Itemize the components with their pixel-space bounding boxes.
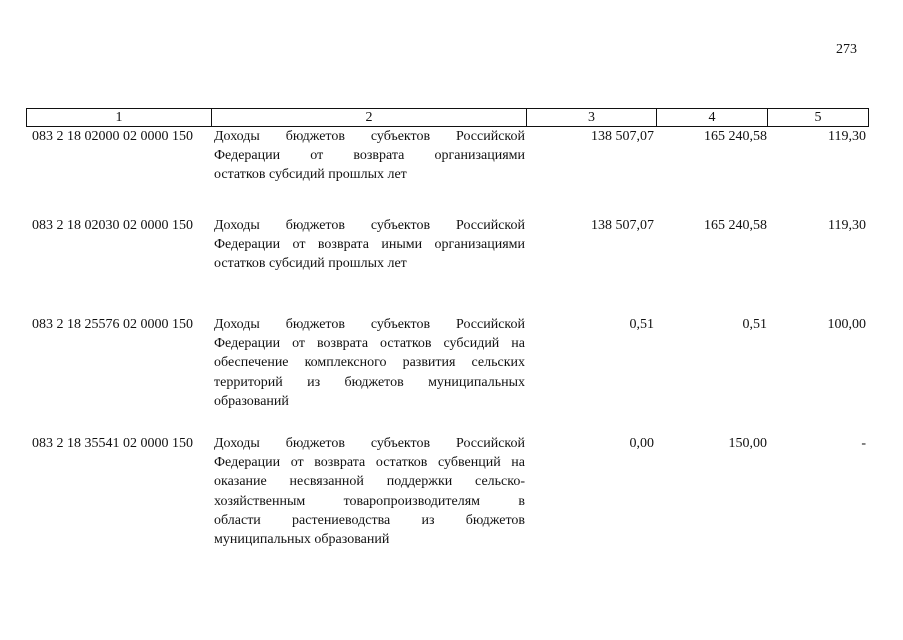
description-line: Доходы бюджетов субъектов Российской: [214, 317, 525, 332]
description-line: обеспечение комплексного развития сельских: [214, 355, 525, 371]
value-col4: 0,51: [742, 317, 767, 332]
description-line: муниципальных образований: [214, 531, 390, 547]
column-header-2: 2: [212, 109, 527, 127]
description-line: оказание несвязанной поддержки сельско-: [214, 474, 525, 490]
description-line: Доходы бюджетов субъектов Российской: [214, 129, 525, 144]
column-header-table: [26, 108, 869, 127]
value-col4: 165 240,58: [704, 129, 767, 144]
description-line: Доходы бюджетов субъектов Российской: [214, 218, 525, 233]
value-col3: 138 507,07: [591, 218, 654, 233]
income-description: [214, 315, 525, 411]
description-line: Федерации от возврата организациями: [214, 148, 525, 164]
income-description: [214, 434, 525, 549]
description-line: Доходы бюджетов субъектов Российской: [214, 436, 525, 451]
value-col3: 138 507,07: [591, 129, 654, 144]
budget-code: 083 2 18 25576 02 0000 150: [32, 317, 193, 332]
value-col5: 119,30: [828, 129, 866, 144]
column-header-3: 3: [527, 109, 657, 127]
income-description: [214, 127, 525, 185]
value-col3: 0,00: [629, 436, 654, 451]
description-line: территорий из бюджетов муниципальных: [214, 374, 525, 390]
budget-code: 083 2 18 02030 02 0000 150: [32, 218, 193, 233]
description-line: Федерации от возврата иными организациями: [214, 237, 525, 253]
description-line: образований: [214, 393, 289, 409]
value-col5: 119,30: [828, 218, 866, 233]
budget-code: 083 2 18 02000 02 0000 150: [32, 129, 193, 144]
budget-code: 083 2 18 35541 02 0000 150: [32, 436, 193, 451]
income-description: [214, 216, 525, 274]
description-line: остатков субсидий прошлых лет: [214, 256, 407, 272]
description-line: Федерации от возврата остатков субсидий на: [214, 336, 525, 352]
description-line: остатков субсидий прошлых лет: [214, 167, 407, 183]
value-col4: 165 240,58: [704, 218, 767, 233]
description-line: области растениеводства из бюджетов: [214, 512, 525, 528]
value-col5: 100,00: [827, 317, 866, 332]
column-header-5: 5: [768, 109, 869, 127]
value-col5: -: [861, 436, 866, 451]
value-col4: 150,00: [728, 436, 767, 451]
column-header-row: [27, 109, 869, 127]
value-col3: 0,51: [629, 317, 654, 332]
column-header-1: 1: [27, 109, 212, 127]
page-number: 273: [836, 42, 857, 57]
description-line: хозяйственным товаропроизводителям в: [214, 493, 525, 509]
description-line: Федерации от возврата остатков субвенций на: [214, 455, 525, 471]
column-header-4: 4: [657, 109, 768, 127]
